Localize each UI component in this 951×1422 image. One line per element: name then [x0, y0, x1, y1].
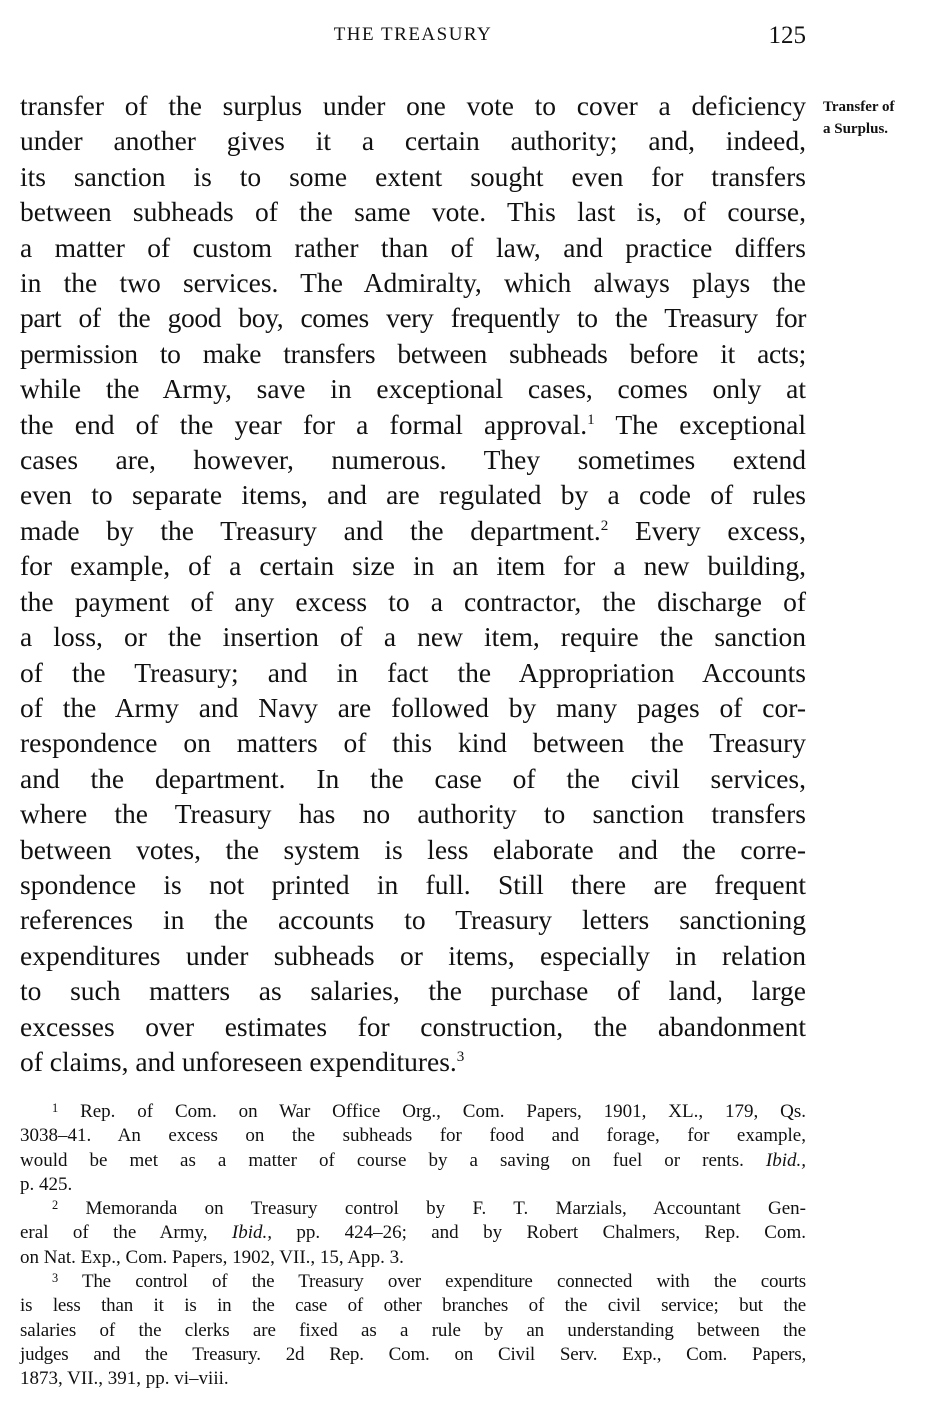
footnote-text: Memoranda on Treasury control by F. T. Marzials, Accountant Gen- [85, 1198, 806, 1220]
footnote-line: is less than it is in the case of other branches of the civil service; but the [20, 1295, 806, 1317]
footnote-italic: Ibid., [765, 1149, 806, 1171]
footnote-text: would be met as a matter of course by a saving on fuel or rents. [20, 1149, 744, 1171]
text-segment: Every excess, [635, 514, 806, 546]
text-line: part of the good boy, comes very frequently to the Treasury for [20, 302, 806, 334]
footnote-line: judges and the Treasury. 2d Rep. Com. on Civil Serv. Exp., Com. Papers, [20, 1343, 806, 1365]
footnote-ref[interactable]: 1 [587, 411, 595, 428]
body-paragraph [20, 88, 806, 1079]
text-line [20, 407, 806, 442]
text-line: transfer of the surplus under one vote to cover a deficiency [20, 90, 806, 121]
text-line: for example, of a certain size in an item for a new building, [20, 550, 806, 582]
footnote-line: 3038–41. An excess on the subheads for food and forage, for example, [20, 1125, 806, 1147]
text-line: its sanction is to some extent sought even for transfers [20, 160, 806, 192]
footnote-2 [20, 1197, 806, 1221]
footnote-text: eral of the Army, [20, 1222, 208, 1244]
marginal-note-line: Transfer of [823, 99, 895, 115]
footnote-line [20, 1221, 806, 1245]
text-line: in the two services. The Admiralty, which always plays the [20, 267, 806, 299]
text-line: a loss, or the insertion of a new item, require the sanction [20, 621, 806, 653]
footnote-3 [20, 1270, 806, 1294]
text-line: where the Treasury has no authority to sanction transfers [20, 798, 806, 830]
text-line [20, 1044, 806, 1079]
text-line: of the Army and Navy are followed by many pages of cor- [20, 691, 806, 723]
text-line: the payment of any excess to a contractor, the discharge of [20, 585, 806, 617]
text-line: a matter of custom rather than of law, and practice differs [20, 231, 806, 263]
text-line: of the Treasury; and in fact the Appropriation Accounts [20, 656, 806, 688]
text-line: expenditures under subheads or items, especially in relation [20, 939, 806, 971]
footnote-line: 1873, VII., 391, pp. vi–viii. [20, 1368, 229, 1390]
text-line: even to separate items, and are regulated by a code of rules [20, 479, 806, 511]
text-line: under another gives it a certain authority; and, indeed, [20, 125, 806, 157]
marginal-note [823, 96, 895, 140]
text-segment: The exceptional [615, 408, 806, 440]
footnote-mark: 2 [52, 1198, 59, 1213]
text-line: while the Army, save in exceptional cases, comes only at [20, 373, 806, 405]
footnote-italic: Ibid., [231, 1222, 273, 1244]
footnotes [20, 1100, 806, 1392]
text-line: spondence is not printed in full. Still there are frequent [20, 868, 806, 900]
text-line: between votes, the system is less elaborate and the corre- [20, 833, 806, 865]
footnote-ref[interactable]: 3 [456, 1048, 465, 1065]
text-line: to such matters as salaries, the purchase of land, large [20, 975, 806, 1007]
footnote-mark: 3 [52, 1271, 58, 1286]
text-line [20, 513, 806, 548]
footnote-line [20, 1149, 806, 1173]
text-line: respondence on matters of this kind between the Treasury [20, 727, 806, 759]
marginal-note-line: a Surplus. [823, 121, 889, 137]
text-line: and the department. In the case of the civil services, [20, 762, 806, 794]
page-number: 125 [768, 22, 806, 49]
text-line: between subheads of the same vote. This last is, of course, [20, 196, 806, 228]
footnote-line: on Nat. Exp., Com. Papers, 1902, VII., 15, App. 3. [20, 1246, 404, 1268]
text-line: references in the accounts to Treasury letters sanctioning [20, 904, 806, 936]
text-line: permission to make transfers between subheads before it acts; [20, 337, 806, 369]
footnote-line: salaries of the clerks are fixed as a rule by an understanding between the [20, 1319, 806, 1341]
text-line: excesses over estimates for construction, the abandonment [20, 1010, 806, 1042]
footnote-text: The control of the Treasury over expenditure connected with the courts [81, 1271, 806, 1293]
text-segment: of claims, and unforeseen expenditures. [20, 1045, 457, 1077]
running-head [20, 22, 806, 52]
text-line: cases are, however, numerous. They sometimes extend [20, 444, 806, 476]
text-segment: the end of the year for a formal approval. [20, 408, 588, 440]
text-segment: made by the Treasury and the department. [20, 514, 601, 546]
footnote-text: pp. 424–26; and by Robert Chalmers, Rep. Com. [296, 1222, 807, 1244]
footnote-text: Rep. of Com. on War Office Org., Com. Papers, 1901, XL., 179, Qs. [80, 1101, 806, 1122]
footnote-mark: 1 [52, 1101, 59, 1116]
footnote-1 [20, 1100, 806, 1124]
footnote-line: p. 425. [20, 1173, 73, 1195]
footnote-ref[interactable]: 2 [600, 517, 609, 534]
running-title: THE TREASURY [333, 24, 493, 45]
